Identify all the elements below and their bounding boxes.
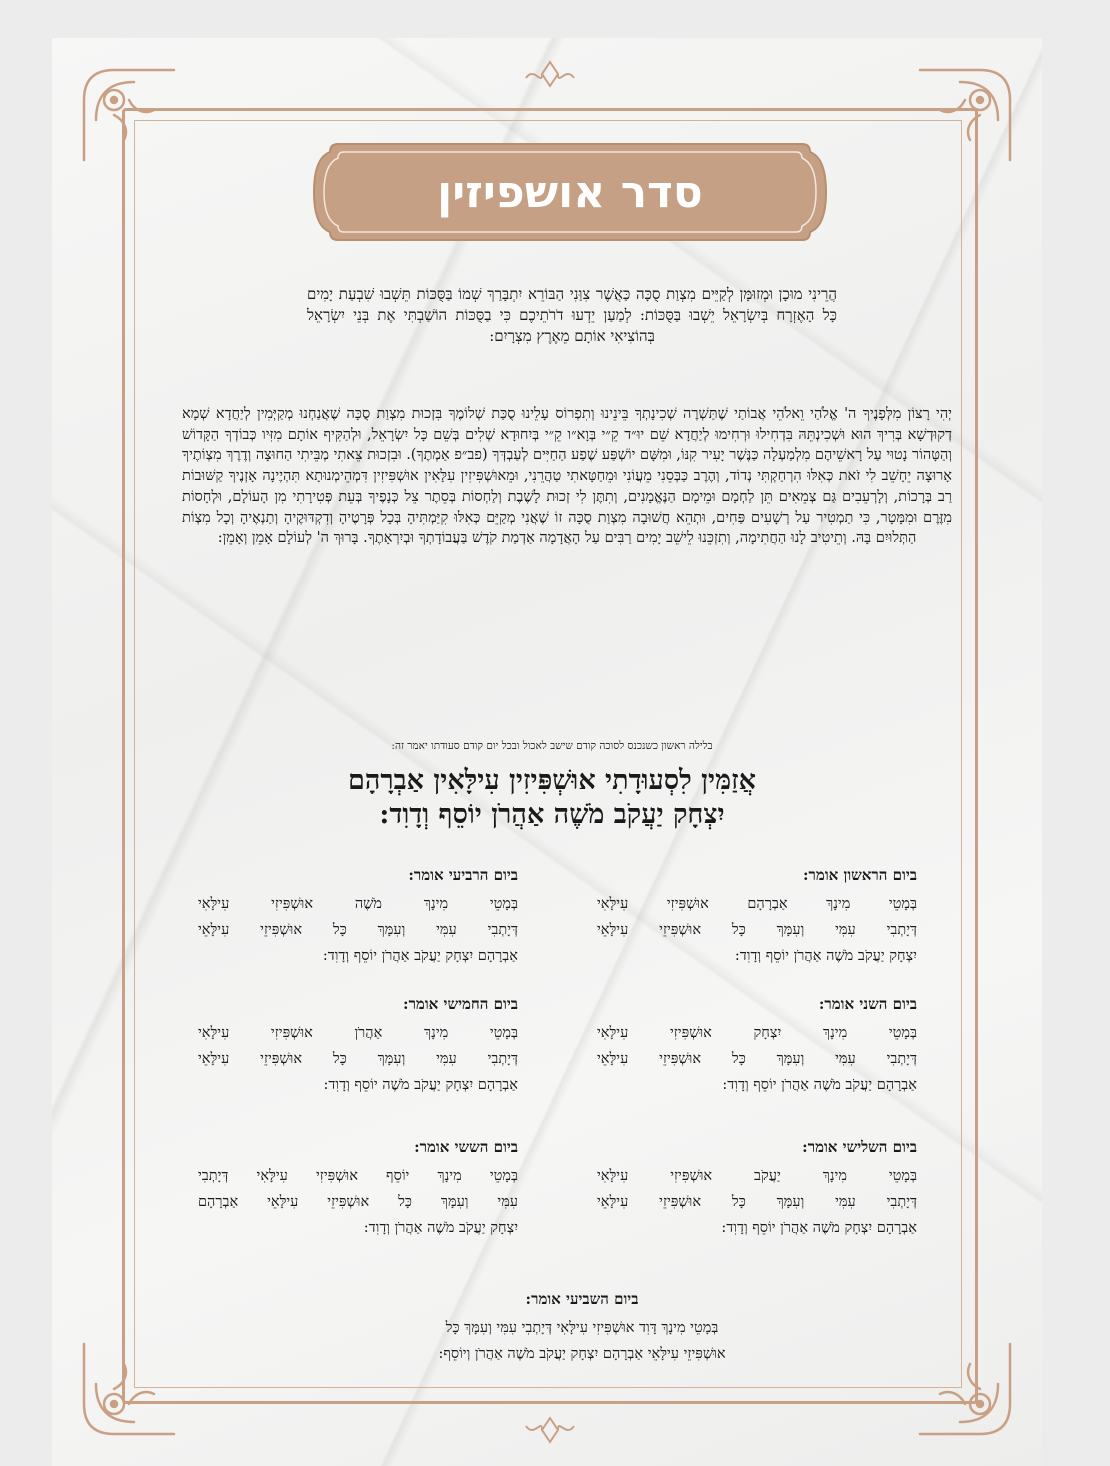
bottom-flourish-icon [522, 1408, 578, 1448]
day-line: בְּמָטֵי מִינָךְ יַעֲקֹב אוּשְׁפִּיזִי עִילָּאִי [597, 1168, 917, 1184]
corner-ornament-icon [910, 60, 1020, 170]
day-line: אַבְרָהָם יִצְחָק יַעֲקֹב אַהֲרֹן יוֹסֵף וְדָוִד: [322, 948, 518, 964]
invitation-heading [222, 764, 882, 832]
day-line: עִמִּי וְעִמָּךְ כָּל אוּשְׁפִּיזֵי עִילָּאֵי אַבְרָהָם [198, 1194, 518, 1210]
instruction-note: בלילה ראשון כשנכנס לסוכה קודם שישב לאכול ובכל יום קודם סעודתו יאמר זה: [391, 740, 713, 752]
day-title: ביום השלישי אומר: [802, 1138, 917, 1156]
day-1-block [597, 866, 917, 969]
day-7-block [322, 1290, 842, 1367]
day-line: דְּיָתְבִי עִמִּי וְעִמָּךְ כָּל אוּשְׁפִּיזֵי עִילָּאֵי [198, 1051, 518, 1067]
page-title: סדר אושפיזין [437, 166, 703, 218]
day-title: ביום החמישי אומר: [403, 995, 518, 1013]
day-line: דְּיָתְבִי עִמִּי וְעִמָּךְ כָּל אוּשְׁפִּיזֵי עִילָּאֵי [597, 1194, 917, 1210]
day-line: אַבְרָהָם יִצְחָק יַעֲקֹב מֹשֶׁה יוֹסֵף וְדָוִד: [323, 1077, 518, 1093]
day-5-block [198, 995, 518, 1098]
day-title: ביום השביעי אומר: [525, 1290, 639, 1308]
day-line: יִצְחָק יַעֲקֹב מֹשֶׁה אַהֲרֹן יוֹסֵף וְדָוִד: [734, 948, 917, 964]
day-title: ביום הששי אומר: [414, 1138, 518, 1156]
corner-ornament-icon [74, 60, 184, 170]
day-title: ביום הרביעי אומר: [408, 866, 518, 884]
intro-paragraph: הֲרֵינִי מוּכָן וּמְזוּמָּן לְקַיֵּים מִצְוַת סֻכָּה כַּאֲשֶׁר צִוַּנִי הַבּוֹרֵא יִתְבָּרַךְ שְׁמוֹ בַּסֻּכּוֹת תֵּשְׁבוּ שִׁבְעַת יָמִים כָּל הָאֶזְרָח בְּיִשְׂרָאֵל יֵשְׁבוּ בַּסֻּכּוֹת: לְמַעַן יֵדְעוּ דֹרֹתֵיכֶם כִּי בַסֻּכּוֹת הוֹשַׁבְתִּי אֶת בְּנֵי יִשְׂרָאֵל בְּהוֹצִיאִי אוֹתָם מֵאֶרֶץ מִצְרָיִם: [307, 285, 837, 345]
corner-ornament-icon [910, 1334, 1020, 1444]
title-plaque [310, 140, 830, 244]
day-line: בְּמָטֵי מִינָךְ יוֹסֵף אוּשְׁפִּיזִי עִילָּאִי דְּיָתְבִי [198, 1168, 518, 1184]
day-line: בְּמָטֵי מִינָךְ דָּוִד אוּשְׁפִּיזִי עִילָּאִי דְּיָתְבִי עִמִּי וְעִמָּךְ כָּל [445, 1320, 719, 1336]
day-line: דְּיָתְבִי עִמִּי וְעִמָּךְ כָּל אוּשְׁפִּיזֵי עִילָּאֵי [198, 922, 518, 938]
invitation-line: אֲזַמִּין לִסְעוּדָתִי אוּשְׁפִּיזִין עִילָּאִין אַבְרָהָם [347, 765, 757, 796]
document-page [52, 38, 1042, 1466]
day-line: בְּמָטֵי מִינָךְ מֹשֶׁה אוּשְׁפִּיזִי עִילָּאִי [198, 896, 518, 912]
day-line: אַבְרָהָם יַעֲקֹב מֹשֶׁה אַהֲרֹן יוֹסֵף וְדָוִד: [722, 1077, 917, 1093]
day-2-block [597, 995, 917, 1098]
prayer-paragraph: יְהִי רָצוֹן מִלְּפָנֶיךָ ה' אֱלֹהַי וֵאלֹהֵי אֲבוֹתַי שֶׁתַּשְׁרֶה שְׁכִינָתְךָ בֵּינֵינוּ וְתִפְרוֹס עָלֵינוּ סֻכַּת שְׁלוֹמֶךָ בִּזְכוּת מִצְוַת סֻכָּה שֶׁאֲנַחְנוּ מְקַיְּמִין לְיַחֲדָא שְׁמָא דְקוּדְשָׁא בְּרִיךְ הוּא וּשְׁכִינְתֵּהּ בִּדְחִילוּ וּרְחִימוּ לְיַחֲדָא שֵׁם יוּ״ד קֵ״י בְּוָא״ו קֵ״י בְּיִחוּדָא שְׁלִים בְּשֵׁם כָּל יִשְׂרָאֵל, וּלְהַקִּיף אוֹתָם מִזִּיו כְּבוֹדְךָ הַקָּדוֹשׁ וְהַטָּהוֹר נָטוּי עַל רָאשֵׁיהֶם מִלְמַעְלָה כַּנֶּשֶׁר יָעִיר קִנּוֹ, וּמִשָּׁם יוֹשְׁפַּע שֶׁפַע הַחַיִּים לְעַבְדְּךָ (פב״פ אַמְתֶךָ). וּבִזְכוּת צֵאתִי מְבֵּיתִי הַחוּצָה וְדֶרֶךְ מִצְוֹתֶיךָ אָרוּצָה יֵחָשֵׁב לִי זֹאת כְּאִלּוּ הִרְחַקְתִּי נְדוֹד, וְהֶרֶב כַּבְּסֵנִי מֵעֲוֹנִי וּמֵחַטָּאתִי טַהֲרֵנִי, וּמֵאוּשְׁפִּיזִין עִלָּאִין אוּשְׁפִּיזִין דִּמְהֵימְנוּתָא תִּהְיֶינָה אָזְנֶיךָ קַשּׁוּבוֹת רַב בְּרָכוֹת, וְלָרְעֵבִים גַּם צְמֵאִים תֵּן לַחְמָם וּמֵימָם הַנֶּאֱמָנִים, וְתִתֶּן לִי זְכוּת לָשֶׁבֶת וְלַחְסוֹת בְּסֵתֶר צֵל כְּנָפֶיךָ בְּעֵת פְּטִירָתִי מִן הָעוֹלָם, וּלְחָסוֹת מִזֶּרֶם וּמִמָּטָר, כִּי תַמְטִיר עַל רְשָׁעִים פַּחִים, וּתְהֵא חֲשׁוּבָה מִצְוַת סֻכָּה זוֹ שֶׁאֲנִי מְקַיֵּם כְּאִלּוּ קִיַּמְתִּיהָ בְּכָל פְּרָטֶיהָ וְדִקְדּוּקֶיהָ וְתַנְאֶיהָ וְכָל מִצְוֹת הַתְּלוּיִם בָּהּ. וְתֵיטִיב לָנוּ הַחֲתִימָה, וְתִזְכֵּנוּ לֵישֵׁב יָמִים רַבִּים עַל הָאֲדָמָה אַדְמַת קֹדֶשׁ בַּעֲבוֹדָתְךָ וּבְיִרְאָתֶךָ. בָּרוּךְ ה' לְעוֹלָם אָמֵן וְאָמֵן: [182, 406, 952, 547]
day-title: ביום השני אומר: [818, 995, 917, 1013]
day-line: דְּיָתְבִי עִמִּי וְעִמָּךְ כָּל אוּשְׁפִּיזֵי עִילָּאֵי [597, 1051, 917, 1067]
corner-ornament-icon [74, 1334, 184, 1444]
top-flourish-icon [522, 56, 578, 96]
day-line: יִצְחָק יַעֲקֹב מֹשֶׁה אַהֲרֹן וְדָוִד: [363, 1220, 518, 1236]
day-3-block [597, 1138, 917, 1241]
day-line: אוּשְׁפִּיזֵי עִילָּאֵי אַבְרָהָם יִצְחָק יַעֲקֹב מֹשֶׁה אַהֲרֹן וְיוֹסֵף: [438, 1346, 726, 1362]
invitation-line: יִצְחָק יַעֲקֹב מֹשֶׁה אַהֲרֹן יוֹסֵף וְדָוִד: [379, 799, 725, 830]
day-title: ביום הראשון אומר: [803, 866, 917, 884]
day-line: בְּמָטֵי מִינָךְ אַבְרָהָם אוּשְׁפִּיזִי עִילָּאִי [597, 896, 917, 912]
day-line: דְּיָתְבִי עִמִּי וְעִמָּךְ כָּל אוּשְׁפִּיזֵי עִילָּאֵי [597, 922, 917, 938]
day-4-block [198, 866, 518, 969]
day-6-block [198, 1138, 518, 1241]
day-line: בְּמָטֵי מִינָךְ יִצְחָק אוּשְׁפִּיזִי עִילָּאִי [597, 1025, 917, 1041]
day-line: אַבְרָהָם יִצְחָק מֹשֶׁה אַהֲרֹן יוֹסֵף וְדָוִד: [721, 1220, 917, 1236]
day-line: בְּמָטֵי מִינָךְ אַהֲרֹן אוּשְׁפִּיזִי עִילָּאִי [198, 1025, 518, 1041]
